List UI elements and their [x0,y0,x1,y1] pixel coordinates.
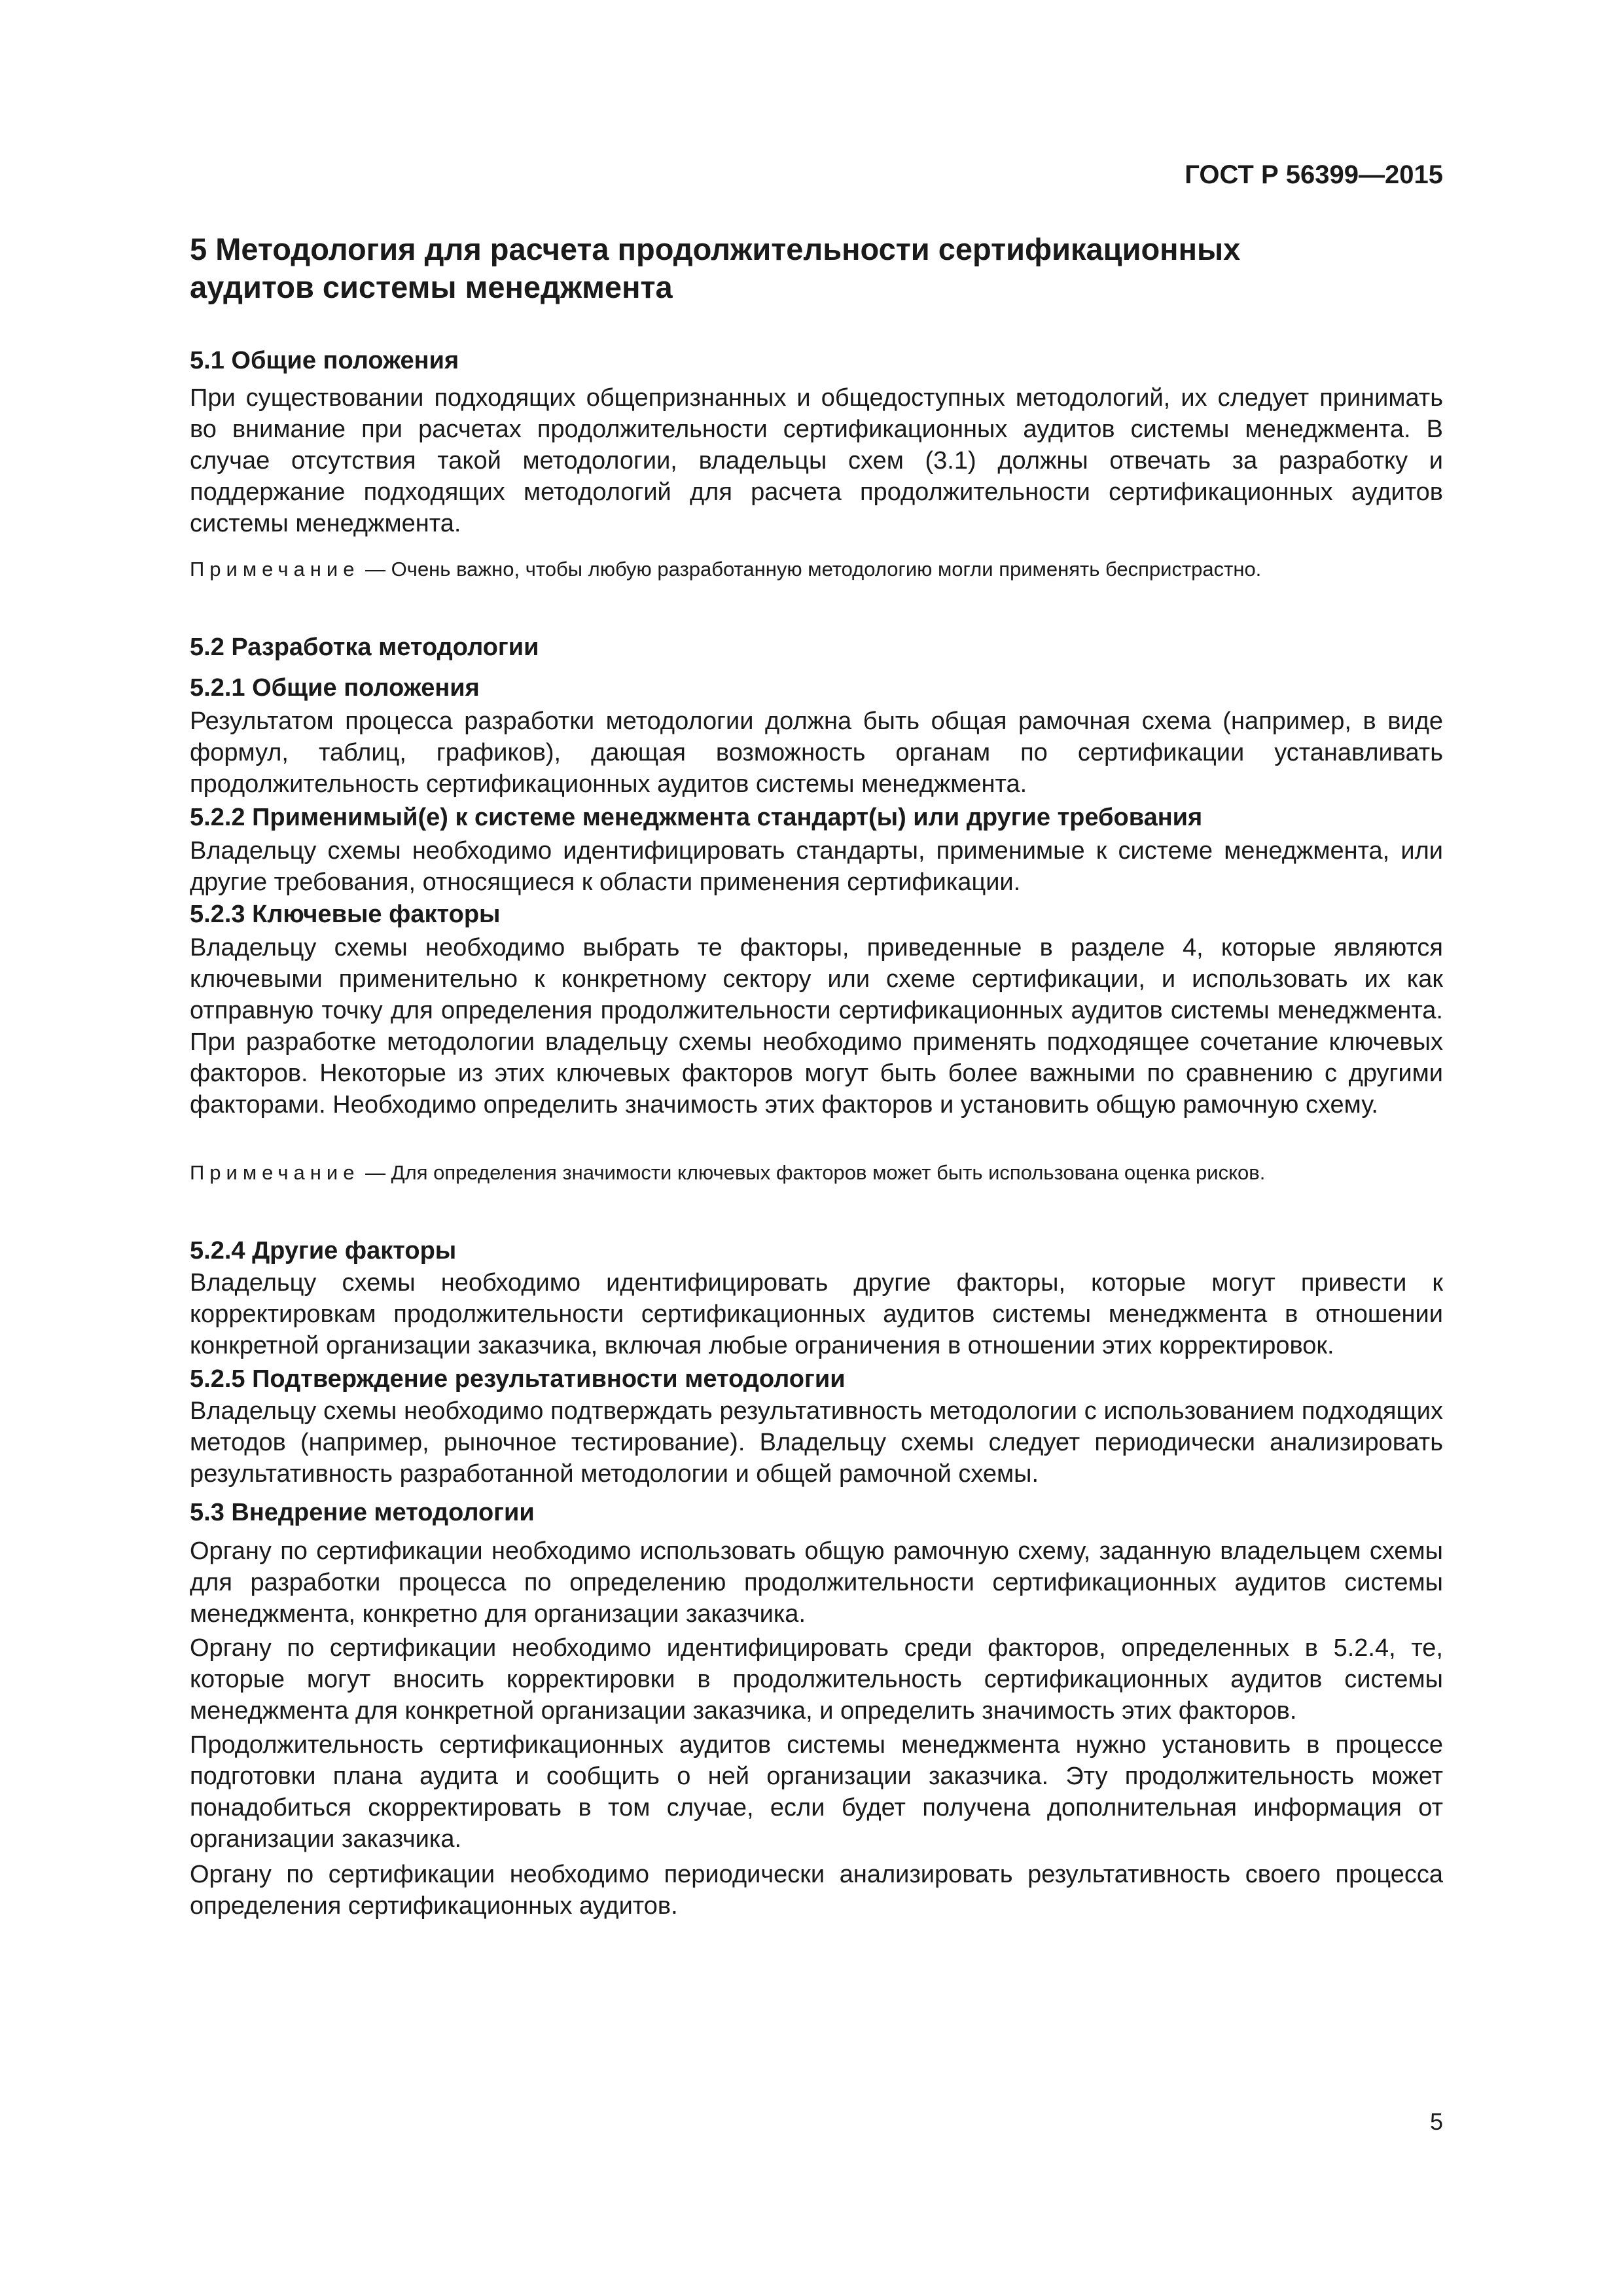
heading-5-2: 5.2 Разработка методологии [190,634,539,661]
section-5-3 [190,1498,1443,1528]
para-5-3-3-wrap [190,1729,1443,1855]
para-5-3-1-wrap [190,1535,1443,1630]
paragraph-5-2-5: Владельцу схемы необходимо подтверждать результативность методологии с использованием подходящих методов (например, рыночное тестирование). Владельцу схемы следует периодически анализировать результативность разработанной методологии и общей рамочной схемы. [190,1397,1443,1488]
section-5-2-4 [190,1236,1443,1266]
section-5-2-3 [190,899,1443,930]
para-5-3-4-wrap [190,1859,1443,1922]
paragraph-5-3-1: Органу по сертификации необходимо использовать общую рамочную схему, заданную владельцем схемы для разработки процесса по определению продолжительности сертификационных аудитов системы менеджмента, конкретно для организации заказчика. [190,1537,1443,1628]
section-5-2-5 [190,1364,1443,1395]
note-text: — Для определения значимости ключевых факторов может быть использована оценка рисков. [365,1161,1266,1184]
para-5-2-3-wrap [190,932,1443,1121]
paragraph-5-3-3: Продолжительность сертификационных аудитов системы менеджмента нужно установить в процессе подготовки плана аудита и сообщить о ней организации заказчика. Эту продолжительность может понадобиться скорректировать в том случае, если будет получена дополнительная информация от организации заказчика. [190,1731,1443,1853]
para-5-2-2-wrap [190,835,1443,898]
heading-5-2-5: 5.2.5 Подтверждение результативности методологии [190,1365,846,1393]
paragraph-5-2-3: Владельцу схемы необходимо выбрать те факторы, приведенные в разделе 4, которые являются ключевыми применительно к конкретному сектору или схеме сертификации, и использовать их как отправную точку для определения продолжительности сертификационных аудитов системы менеджмента. При разработке методологии владельцу схемы необходимо применять подходящее сочетание ключевых факторов. Некоторые из этих ключевых факторов могут быть более важными по сравнению с другими факторами. Необходимо определить значимость этих факторов и установить общую рамочную схему. [190,934,1443,1119]
page-number: 5 [1429,2108,1443,2135]
para-5-2-4-wrap [190,1267,1443,1361]
para-5-2-1-wrap [190,706,1443,800]
heading-5-2-3: 5.2.3 Ключевые факторы [190,901,501,928]
section-title: 5 Методология для расчета продолжительности сертификационных аудитов системы менеджмента [190,232,1241,304]
heading-5-2-2: 5.2.2 Применимый(е) к системе менеджмента стандарт(ы) или другие требования [190,804,1203,831]
note-label: Примечание [190,1161,360,1184]
paragraph-5-3-4: Органу по сертификации необходимо периодически анализировать результативность своего процесса определения сертификационных аудитов. [190,1861,1443,1920]
para-5-3-2-wrap [190,1632,1443,1727]
paragraph-5-2-1: Результатом процесса разработки методологии должна быть общая рамочная схема (например, в виде формул, таблиц, графиков), дающая возможность органам по сертификации устанавливать продолжительность сертификационных аудитов системы менеджмента. [190,708,1443,798]
note-5-1 [190,556,1443,583]
section-5-2-1 [190,673,1443,704]
para-5-1 [190,382,1443,539]
heading-5-3: 5.3 Внедрение методологии [190,1499,535,1526]
section-5-2-2 [190,802,1443,833]
paragraph-5-3-2: Органу по сертификации необходимо идентифицировать среди факторов, определенных в 5.2.4, те, которые могут вносить корректировки в продолжительность сертификационных аудитов системы менеджмента для конкретной организации заказчика, и определить значимость этих факторов. [190,1634,1443,1725]
note-label: Примечание [190,558,360,581]
heading-5-2-4: 5.2.4 Другие факторы [190,1237,457,1265]
document-number-header: ГОСТ Р 56399—2015 [1185,160,1443,189]
heading-5-2-1: 5.2.1 Общие положения [190,674,480,702]
paragraph-5-1: При существовании подходящих общепризнанных и общедоступных методологий, их следует принимать во внимание при расчетах продолжительности сертификационных аудитов системы менеджмента. В случае отсутствия такой методологии, владельцы схем (3.1) должны отвечать за разработку и поддержание подходящих методологий для расчета продолжительности сертификационных аудитов системы менеджмента. [190,384,1443,537]
heading-5-1: 5.1 Общие положения [190,347,459,374]
paragraph-5-2-2: Владельцу схемы необходимо идентифицировать стандарты, применимые к системе менеджмента, или другие требования, относящиеся к области применения сертификации. [190,837,1443,896]
note-5-2-3 [190,1160,1443,1186]
section-5-1 [190,346,1443,376]
paragraph-5-2-4: Владельцу схемы необходимо идентифицировать другие факторы, которые могут привести к корректировкам продолжительности сертификационных аудитов системы менеджмента в отношении конкретной организации заказчика, включая любые ограничения в отношении этих корректировок. [190,1269,1443,1359]
para-5-2-5-wrap [190,1395,1443,1490]
section-5-2 [190,632,1443,663]
note-text: — Очень важно, чтобы любую разработанную методологию могли применять беспристрастно. [365,558,1262,581]
